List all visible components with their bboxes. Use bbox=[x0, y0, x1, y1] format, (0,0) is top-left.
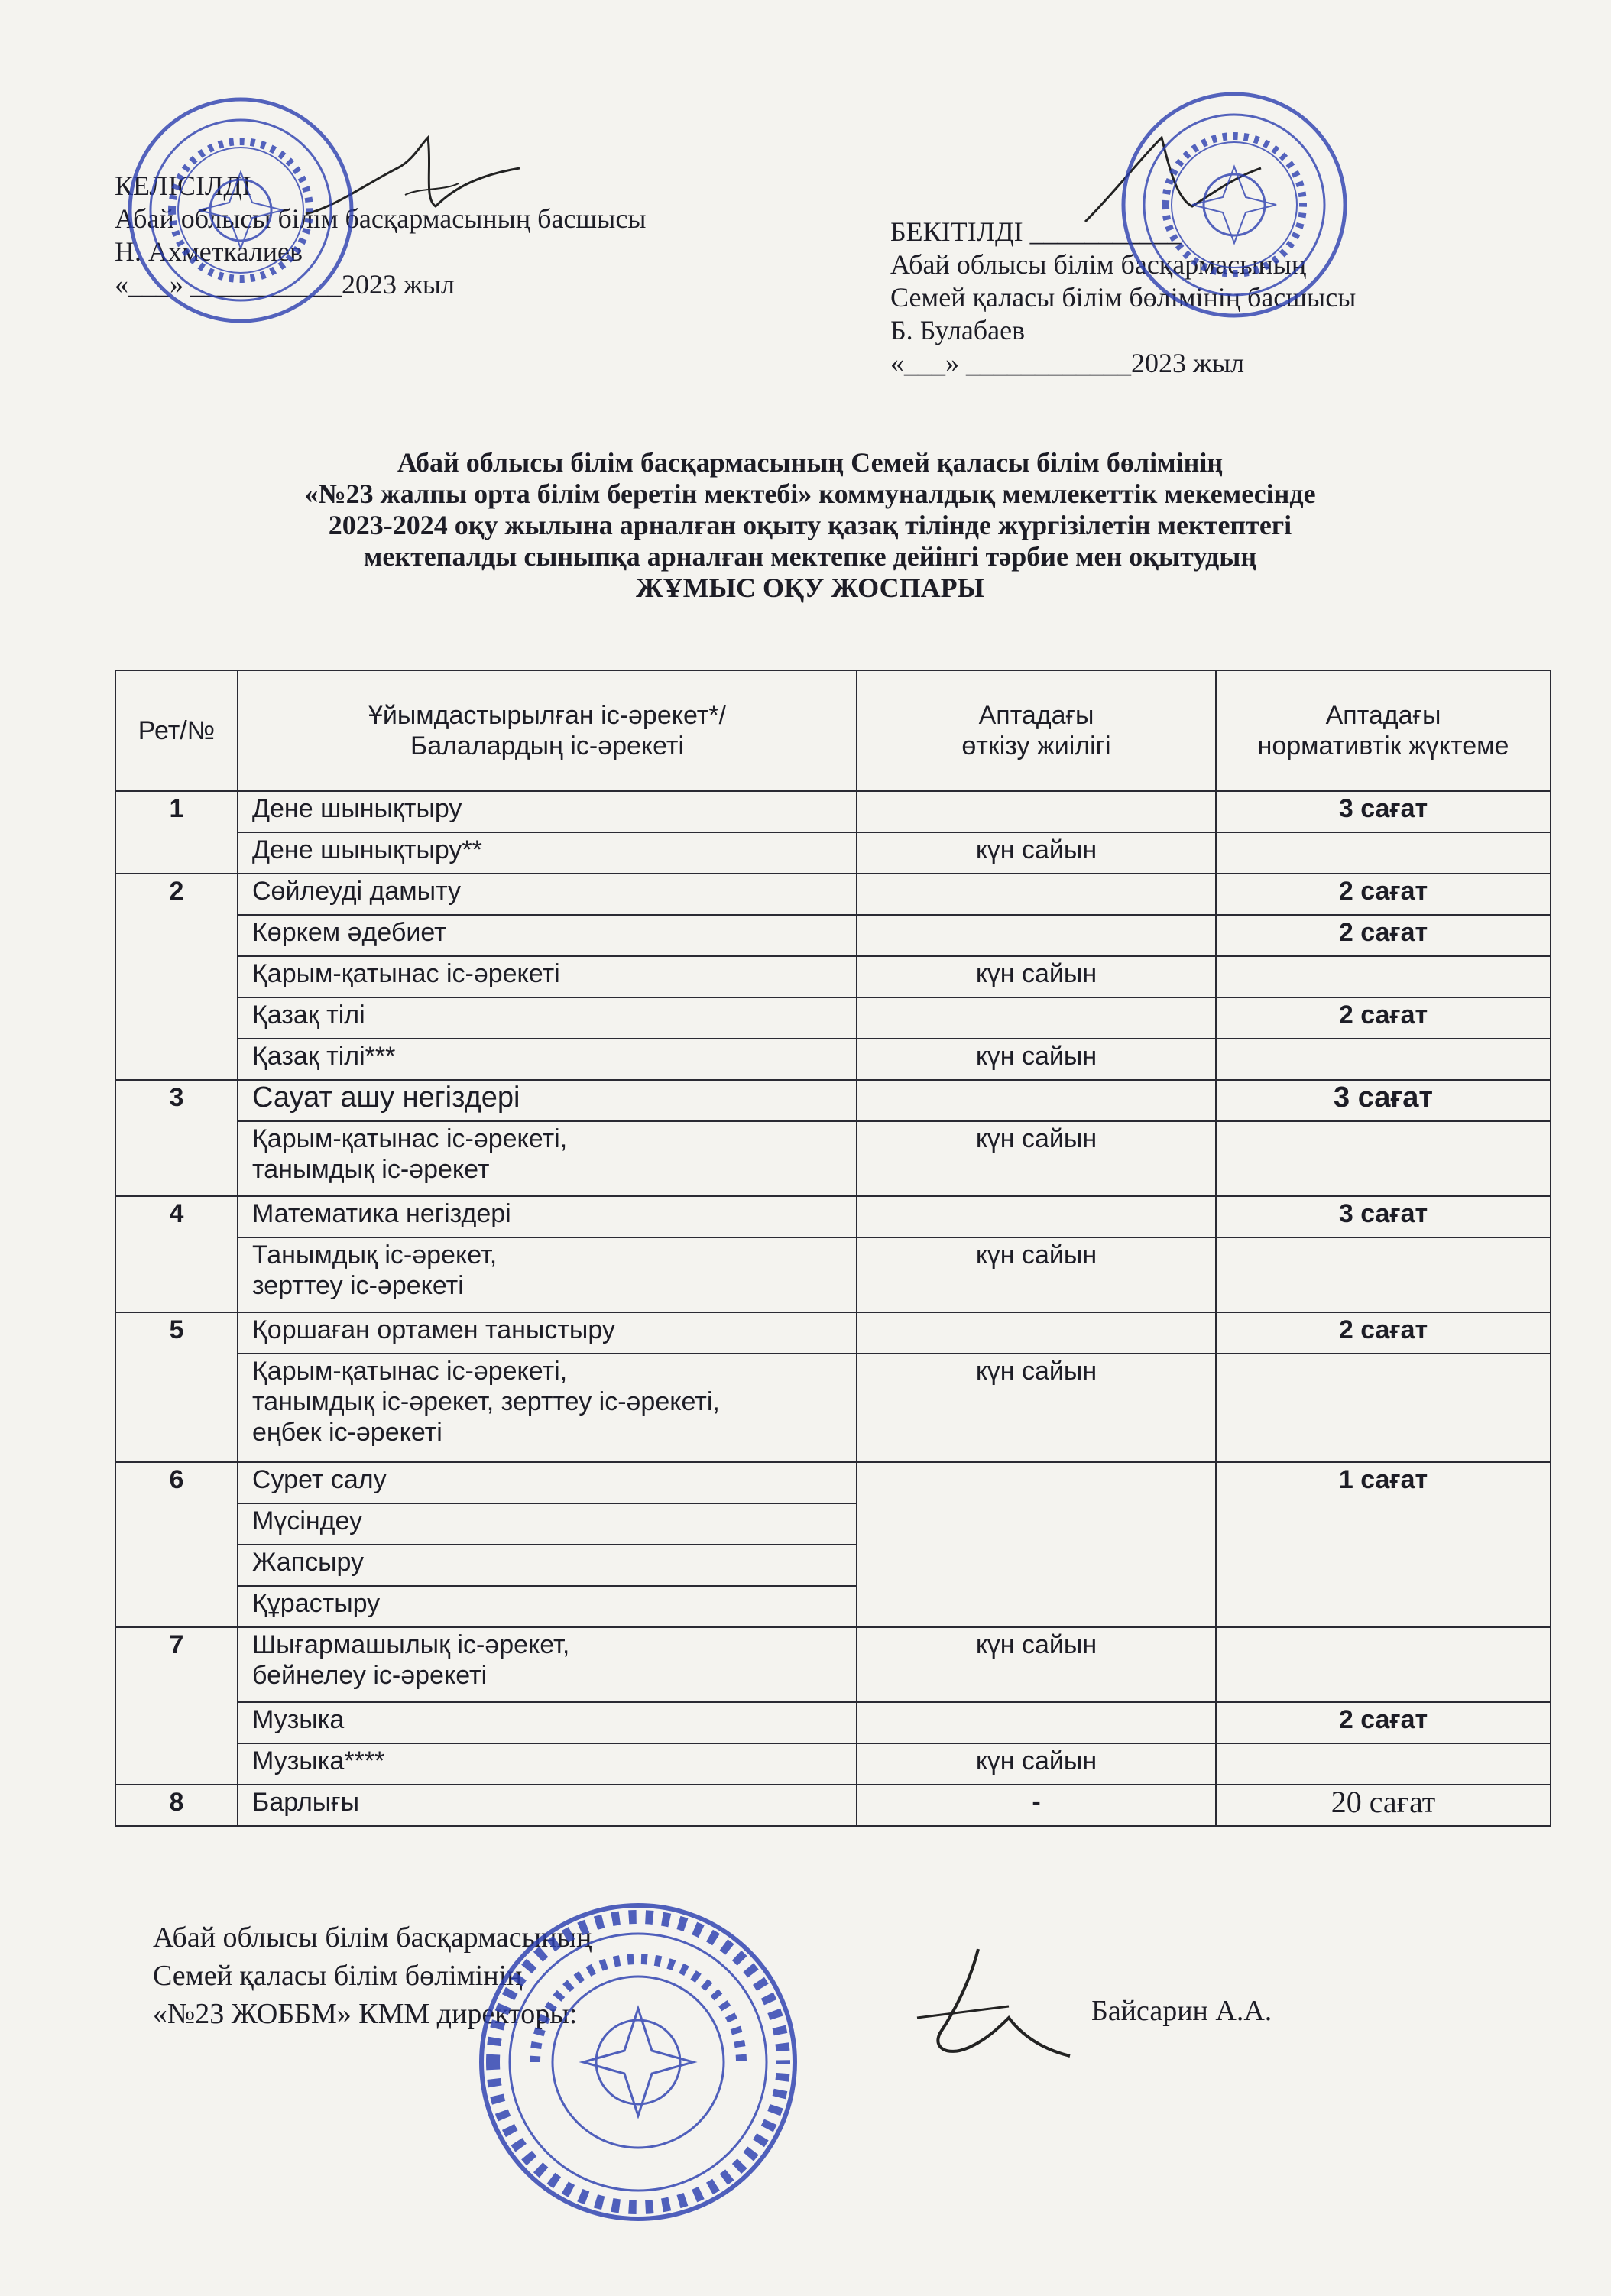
activity-line-1: Шығармашылық іс-әрекет, bbox=[252, 1630, 570, 1659]
approval-right-position-2: Семей қаласы білім бөлімінің басшысы bbox=[890, 282, 1357, 313]
curriculum-table bbox=[115, 670, 1551, 1827]
row-number: 5 bbox=[115, 1312, 238, 1462]
frequency-cell: күн сайын bbox=[857, 1121, 1216, 1196]
title-line-4: мектепалды сыныпқа арналған мектепке дейінгі тәрбие мен оқытудың bbox=[363, 541, 1257, 572]
approval-right-heading: БЕКІТІЛДІ ___________ bbox=[890, 216, 1182, 247]
activity-cell bbox=[238, 1237, 857, 1312]
activity-cell: Қазақ тілі bbox=[238, 997, 857, 1039]
activity-line-1: Танымдық іс-әрекет, bbox=[252, 1240, 498, 1270]
load-cell bbox=[1216, 1039, 1551, 1080]
header-load bbox=[1216, 670, 1551, 791]
table-row bbox=[115, 1743, 1551, 1785]
frequency-cell: күн сайын bbox=[857, 1039, 1216, 1080]
table-header-row bbox=[115, 670, 1551, 791]
table-row bbox=[115, 1627, 1551, 1702]
load-cell bbox=[1216, 1354, 1551, 1462]
frequency-cell: күн сайын bbox=[857, 1237, 1216, 1312]
activity-line-2: танымдық іс-әрекет bbox=[252, 1155, 490, 1184]
activity-cell: Музыка**** bbox=[238, 1743, 857, 1785]
table-row bbox=[115, 1080, 1551, 1121]
frequency-cell bbox=[857, 997, 1216, 1039]
load-cell: 2 сағат bbox=[1216, 874, 1551, 915]
table-row bbox=[115, 874, 1551, 915]
activity-cell: Құрастыру bbox=[238, 1586, 857, 1627]
load-cell bbox=[1216, 1743, 1551, 1785]
frequency-cell: күн сайын bbox=[857, 832, 1216, 874]
activity-line-2: танымдық іс-әрекет, зерттеу іс-әрекеті, bbox=[252, 1387, 720, 1416]
load-cell: 3 сағат bbox=[1216, 791, 1551, 832]
load-cell: 3 сағат bbox=[1216, 1196, 1551, 1237]
frequency-cell bbox=[857, 915, 1216, 956]
activity-line-1: Қарым-қатынас іс-әрекеті, bbox=[252, 1357, 568, 1386]
footer-line-2: Семей қаласы білім бөлімінің bbox=[153, 1960, 523, 1992]
row-number: 2 bbox=[115, 874, 238, 1080]
row-number: 8 bbox=[115, 1785, 238, 1826]
approval-right-name: Б. Булабаев bbox=[890, 315, 1026, 345]
header-frequency-line-1: Аптадағы bbox=[978, 701, 1094, 730]
activity-cell: Қоршаған ортамен таныстыру bbox=[238, 1312, 857, 1354]
signature-director bbox=[894, 1934, 1078, 2087]
activity-line-1: Қарым-қатынас іс-әрекеті, bbox=[252, 1124, 568, 1153]
load-cell: 2 сағат bbox=[1216, 1312, 1551, 1354]
load-cell: 2 сағат bbox=[1216, 915, 1551, 956]
approval-left-name: Н. Ахметкалиев bbox=[115, 236, 303, 267]
load-cell bbox=[1216, 1627, 1551, 1702]
table-row-total bbox=[115, 1785, 1551, 1826]
table-row bbox=[115, 1039, 1551, 1080]
table-row bbox=[115, 791, 1551, 832]
table-row bbox=[115, 1702, 1551, 1743]
activity-line-2: бейнелеу іс-әрекеті bbox=[252, 1661, 488, 1690]
activity-cell: Математика негіздері bbox=[238, 1196, 857, 1237]
approval-right-date: «___» ____________2023 жыл bbox=[890, 348, 1245, 378]
header-activity-line-1: Ұйымдастырылған іс-әрекет*/ bbox=[368, 701, 727, 730]
load-cell bbox=[1216, 1121, 1551, 1196]
activity-cell: Дене шынықтыру** bbox=[238, 832, 857, 874]
activity-cell: Жапсыру bbox=[238, 1545, 857, 1586]
stamp-left bbox=[126, 96, 355, 325]
row-number: 6 bbox=[115, 1462, 238, 1627]
footer-line-3: «№23 ЖОББМ» КММ директоры: bbox=[153, 1998, 578, 2030]
frequency-cell bbox=[857, 1702, 1216, 1743]
load-cell: 2 сағат bbox=[1216, 997, 1551, 1039]
load-cell: 20 сағат bbox=[1216, 1785, 1551, 1826]
activity-cell: Сөйлеуді дамыту bbox=[238, 874, 857, 915]
title-line-3: 2023-2024 оқу жылына арналған оқыту қазақ тілінде жүргізілетін мектептегі bbox=[328, 510, 1292, 540]
frequency-cell: күн сайын bbox=[857, 1627, 1216, 1702]
header-activity-line-2: Балалардың іс-әрекеті bbox=[410, 731, 685, 760]
frequency-cell bbox=[857, 1196, 1216, 1237]
footer-signer: Байсарин А.А. bbox=[1091, 1995, 1272, 2027]
activity-cell: Қарым-қатынас іс-әрекеті bbox=[238, 956, 857, 997]
activity-cell: Музыка bbox=[238, 1702, 857, 1743]
header-load-line-1: Аптадағы bbox=[1325, 701, 1441, 730]
activity-cell: Мүсіндеу bbox=[238, 1503, 857, 1545]
load-cell: 3 сағат bbox=[1216, 1080, 1551, 1121]
load-cell bbox=[1216, 956, 1551, 997]
frequency-cell bbox=[857, 1462, 1216, 1627]
approval-left-heading: КЕЛІСІЛДІ bbox=[115, 170, 251, 201]
title-line-2: «№23 жалпы орта білім беретін мектебі» коммуналдық мемлекеттік мекемесінде bbox=[304, 478, 1316, 509]
frequency-cell bbox=[857, 874, 1216, 915]
activity-line-2: зерттеу іс-әрекеті bbox=[252, 1271, 464, 1300]
header-frequency bbox=[857, 670, 1216, 791]
table-row bbox=[115, 1462, 1551, 1503]
header-load-line-2: нормативтік жүктеме bbox=[1257, 731, 1509, 760]
header-frequency-line-2: өткізу жиілігі bbox=[961, 731, 1111, 760]
table-row bbox=[115, 956, 1551, 997]
approval-left-position: Абай облысы білім басқармасының басшысы bbox=[115, 203, 647, 234]
table-row bbox=[115, 997, 1551, 1039]
frequency-cell: күн сайын bbox=[857, 1354, 1216, 1462]
row-number: 1 bbox=[115, 791, 238, 874]
header-num: Рет/№ bbox=[115, 670, 238, 791]
load-cell: 2 сағат bbox=[1216, 1702, 1551, 1743]
title-line-5: ЖҰМЫС ОҚУ ЖОСПАРЫ bbox=[636, 572, 984, 603]
table-row bbox=[115, 1312, 1551, 1354]
activity-cell bbox=[238, 1627, 857, 1702]
activity-cell: Сауат ашу негіздері bbox=[238, 1080, 857, 1121]
row-number: 7 bbox=[115, 1627, 238, 1785]
table-row bbox=[115, 915, 1551, 956]
frequency-cell: - bbox=[857, 1785, 1216, 1826]
table-row bbox=[115, 1237, 1551, 1312]
table-row bbox=[115, 1354, 1551, 1462]
header-activity bbox=[238, 670, 857, 791]
activity-cell: Көркем әдебиет bbox=[238, 915, 857, 956]
frequency-cell bbox=[857, 1080, 1216, 1121]
frequency-cell bbox=[857, 1312, 1216, 1354]
frequency-cell: күн сайын bbox=[857, 1743, 1216, 1785]
document-title bbox=[115, 447, 1506, 604]
load-cell bbox=[1216, 1237, 1551, 1312]
footer-line-1: Абай облысы білім басқармасының bbox=[153, 1921, 592, 1954]
frequency-cell bbox=[857, 791, 1216, 832]
approval-right-position-1: Абай облысы білім басқармасының bbox=[890, 249, 1307, 280]
row-number: 3 bbox=[115, 1080, 238, 1196]
stamp-right bbox=[1120, 90, 1349, 319]
table-row bbox=[115, 1121, 1551, 1196]
activity-cell: Барлығы bbox=[238, 1785, 857, 1826]
activity-cell bbox=[238, 1354, 857, 1462]
approval-left-date: «___» ___________2023 жыл bbox=[115, 269, 455, 300]
frequency-cell: күн сайын bbox=[857, 956, 1216, 997]
title-line-1: Абай облысы білім басқармасының Семей қаласы білім бөлімінің bbox=[397, 447, 1224, 478]
table-row bbox=[115, 832, 1551, 874]
stamp-bottom bbox=[478, 1902, 799, 2223]
load-cell bbox=[1216, 832, 1551, 874]
table-row bbox=[115, 1196, 1551, 1237]
activity-cell: Дене шынықтыру bbox=[238, 791, 857, 832]
activity-line-3: еңбек іс-әрекеті bbox=[252, 1418, 442, 1447]
activity-cell: Қазақ тілі*** bbox=[238, 1039, 857, 1080]
activity-cell: Сурет салу bbox=[238, 1462, 857, 1503]
activity-cell bbox=[238, 1121, 857, 1196]
row-number: 4 bbox=[115, 1196, 238, 1312]
load-cell: 1 сағат bbox=[1216, 1462, 1551, 1627]
